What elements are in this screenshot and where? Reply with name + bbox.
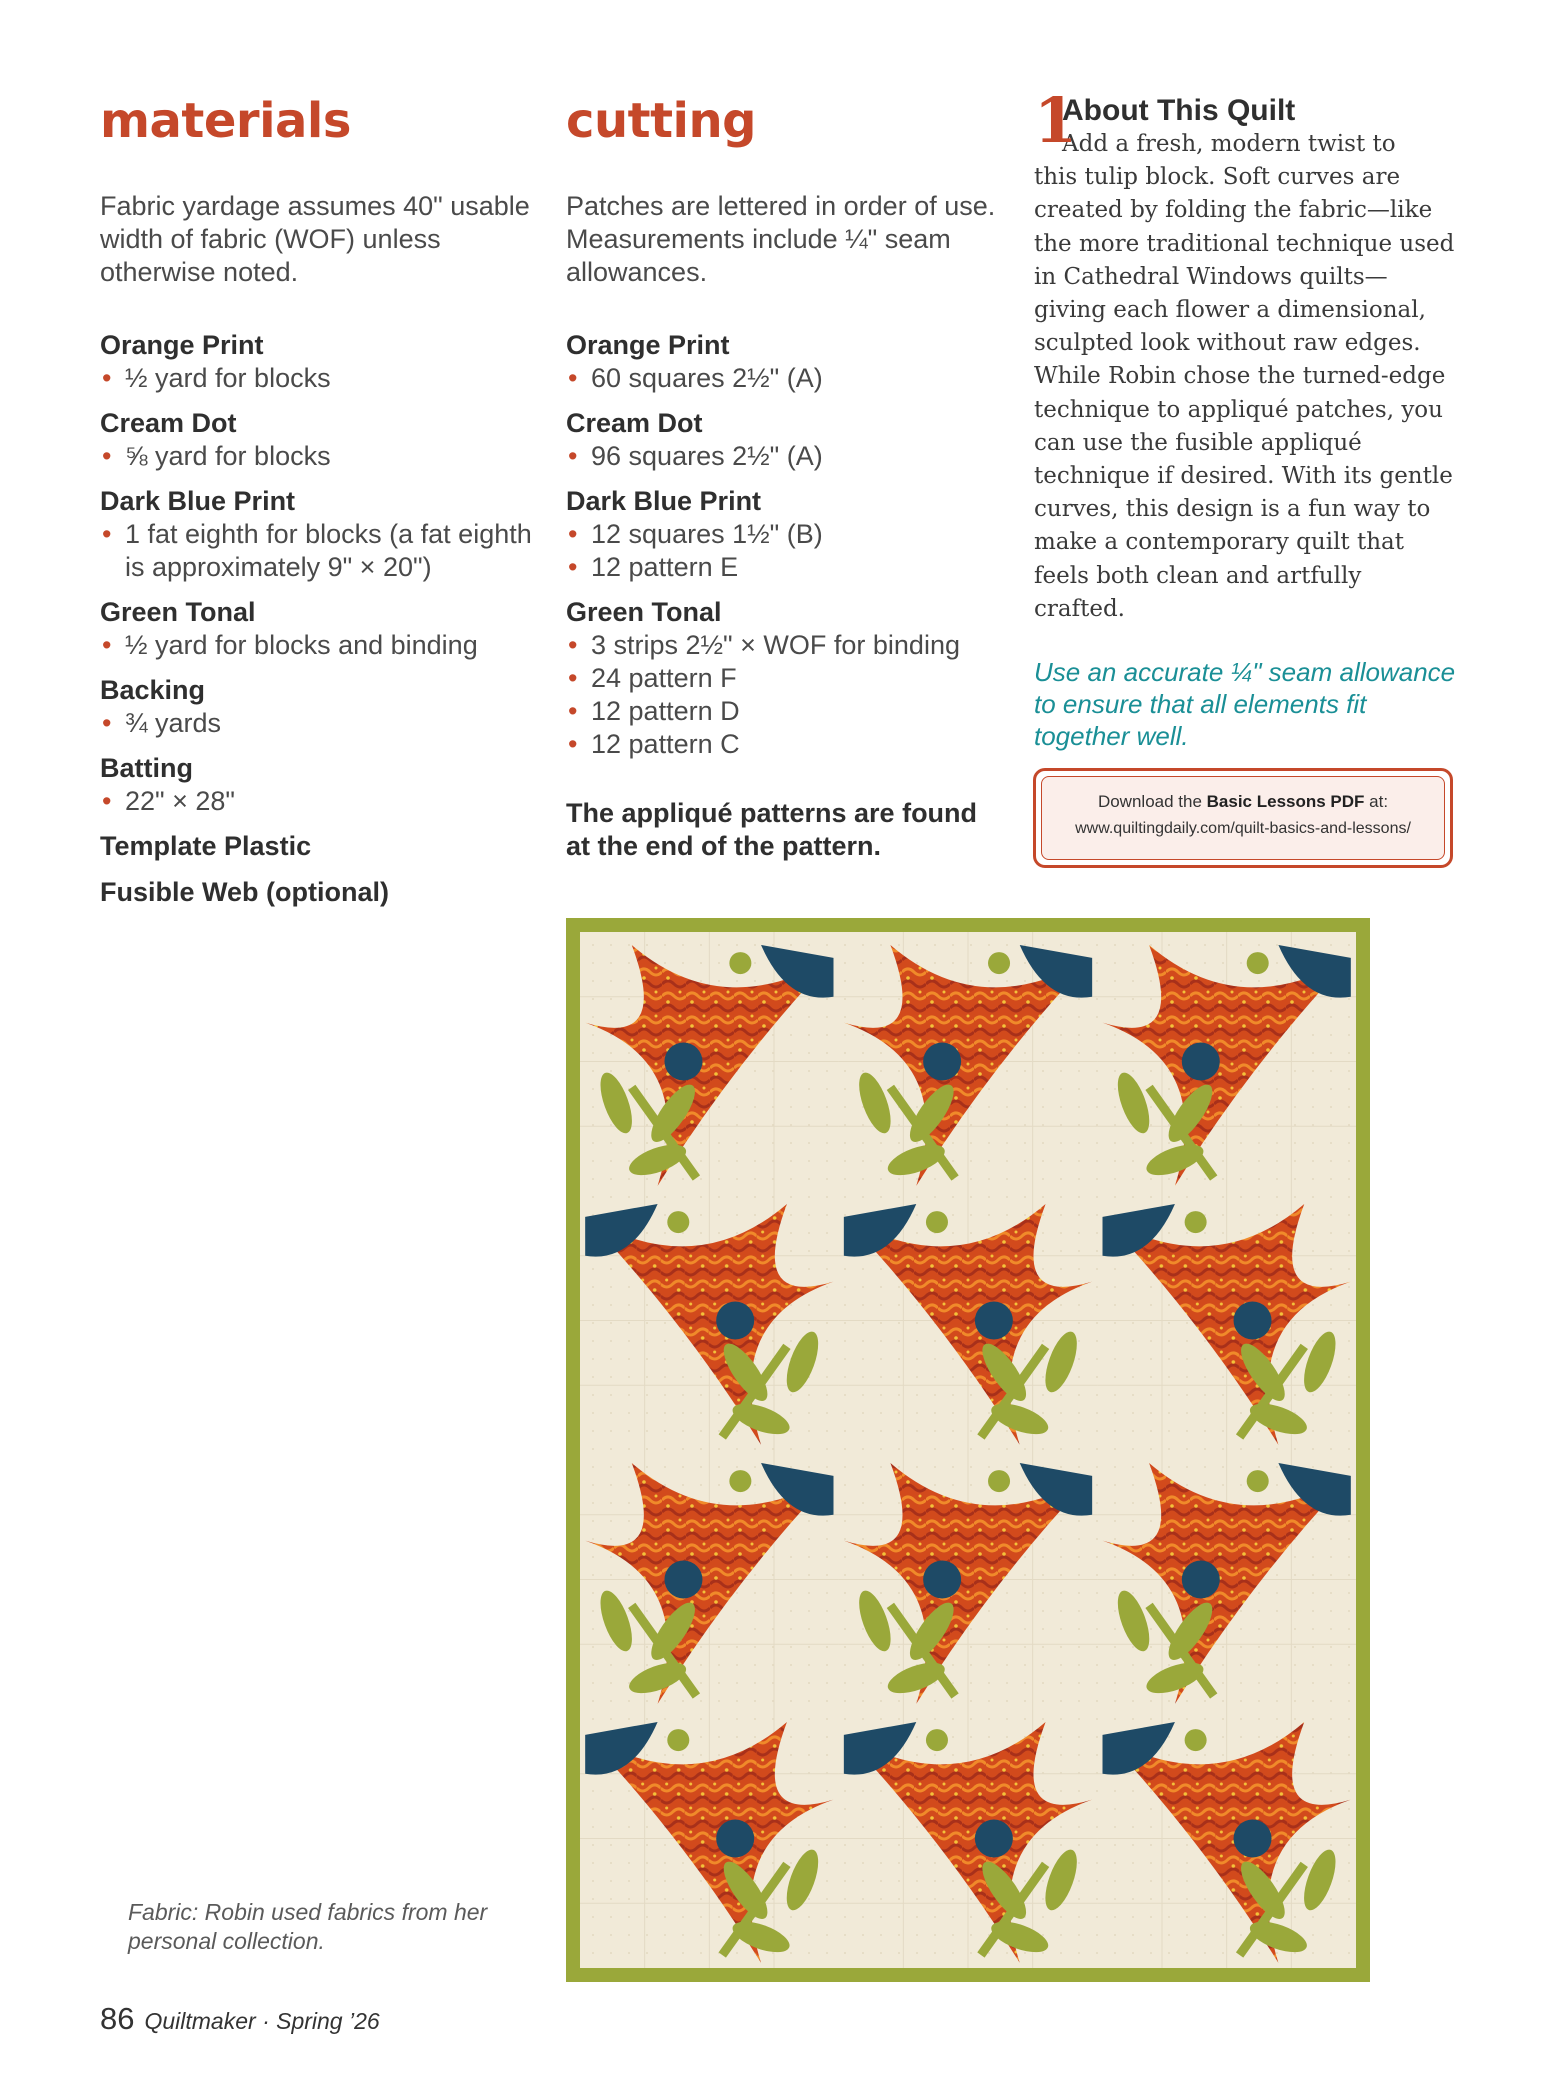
green-dot: [926, 1729, 948, 1751]
green-dot: [729, 952, 751, 974]
materials-group: [100, 485, 540, 584]
cutting-item: • 12 pattern E: [566, 551, 1006, 584]
basic-lessons-url[interactable]: www.quiltingdaily.com/quilt-basics-and-lessons/: [1075, 820, 1411, 837]
basic-lessons-inner: [1041, 776, 1445, 860]
cutting-item: • 12 pattern C: [566, 728, 1006, 761]
cutting-group: [566, 329, 1006, 395]
flower-center: [716, 1820, 754, 1858]
green-dot: [1247, 1470, 1269, 1492]
green-dot: [729, 1470, 751, 1492]
materials-group: [100, 752, 540, 818]
about-column: [1034, 84, 1458, 752]
flower-center: [923, 1561, 961, 1599]
materials-group-name: Cream Dot: [100, 408, 237, 438]
green-dot: [988, 1470, 1010, 1492]
cutting-group-name: Cream Dot: [566, 408, 703, 438]
materials-title: materials: [100, 93, 351, 149]
page-footer: [100, 2001, 380, 2037]
magazine-issue: Quiltmaker · Spring ’26: [144, 2008, 380, 2034]
materials-group-name: Batting: [100, 753, 193, 783]
cutting-group: [566, 485, 1006, 584]
cutting-column: [566, 90, 1006, 863]
about-text: this tulip block. Soft curves are created by folding the fabric—like the more traditional technique used in Cathedral Windows quilts—giving each flower a dimensional, sculpted look without raw edges. While Robin chose the turned-edge technique to appliqué patches, you can use the fusible appliqué technique if desired. With its gentle curves, this design is a fun way to make a contemporary quilt that feels both clean and artfully crafted.: [1034, 164, 1455, 622]
materials-group: [100, 674, 540, 740]
cutting-item: • 60 squares 2½" (A): [566, 362, 1006, 395]
cutting-item: • 96 squares 2½" (A): [566, 440, 1006, 473]
lessons-prefix: Download the: [1097, 792, 1207, 811]
flower-center: [975, 1820, 1013, 1858]
cutting-group-name: Orange Print: [566, 330, 730, 360]
flower-center: [664, 1043, 702, 1081]
green-dot: [988, 952, 1010, 974]
basic-lessons-callout: [1033, 768, 1453, 868]
flower-center: [1182, 1561, 1220, 1599]
materials-item: • ⅝ yard for blocks: [100, 440, 540, 473]
materials-group-name: Orange Print: [100, 330, 264, 360]
materials-template-plastic: Template Plastic: [100, 831, 312, 861]
flower-center: [716, 1302, 754, 1340]
materials-group-name: Dark Blue Print: [100, 486, 296, 516]
flower-center: [1182, 1043, 1220, 1081]
materials-group: [100, 407, 540, 473]
seam-tip: Use an accurate ¼" seam allowance to ensure that all elements fit together well.: [1034, 657, 1456, 752]
materials-item: • ¾ yards: [100, 707, 540, 740]
applique-patterns-note: The appliqué patterns are found at the end of the pattern.: [566, 798, 978, 861]
materials-intro: Fabric yardage assumes 40" usable width of fabric (WOF) unless otherwise noted.: [100, 191, 530, 287]
green-dot: [1247, 952, 1269, 974]
flower-center: [923, 1043, 961, 1081]
about-first-line: Add a fresh, modern twist to: [1062, 131, 1396, 157]
quilt-photo: [566, 918, 1370, 1982]
lessons-suffix: at:: [1364, 792, 1389, 811]
page-number: 86: [100, 2001, 135, 2036]
cutting-title: cutting: [566, 93, 756, 149]
cutting-group: [566, 407, 1006, 473]
cutting-group: [566, 596, 1006, 761]
basic-lessons-label: [1042, 792, 1444, 812]
cutting-group-name: Green Tonal: [566, 597, 722, 627]
materials-group: [100, 596, 540, 662]
materials-group: [100, 329, 540, 395]
materials-item: • ½ yard for blocks: [100, 362, 540, 395]
fabric-caption: Fabric: Robin used fabrics from her personal collection.: [128, 1899, 488, 1954]
cutting-group-name: Dark Blue Print: [566, 486, 762, 516]
flower-center: [1234, 1820, 1272, 1858]
materials-group-name: Backing: [100, 675, 206, 705]
green-dot: [667, 1729, 689, 1751]
flower-center: [975, 1302, 1013, 1340]
flower-center: [664, 1561, 702, 1599]
cutting-item: • 12 pattern D: [566, 695, 1006, 728]
materials-fusible-web: Fusible Web (optional): [100, 877, 389, 907]
green-dot: [926, 1211, 948, 1233]
materials-column: [100, 90, 540, 922]
cutting-item: • 12 squares 1½" (B): [566, 518, 1006, 551]
step-number: 1: [1034, 84, 1078, 157]
flower-center: [1234, 1302, 1272, 1340]
about-title: About This Quilt: [1062, 94, 1296, 127]
cutting-item: • 24 pattern F: [566, 662, 1006, 695]
green-dot: [1185, 1211, 1207, 1233]
materials-group-name: Green Tonal: [100, 597, 256, 627]
cutting-item: • 3 strips 2½" × WOF for binding: [566, 629, 1006, 662]
materials-item: • 22" × 28": [100, 785, 540, 818]
materials-item: • 1 fat eighth for blocks (a fat eighth is approximately 9" × 20"): [100, 518, 540, 584]
green-dot: [667, 1211, 689, 1233]
about-body: [1034, 128, 1458, 626]
lessons-bold: Basic Lessons PDF: [1206, 792, 1365, 811]
materials-item: • ½ yard for blocks and binding: [100, 629, 540, 662]
green-dot: [1185, 1729, 1207, 1751]
cutting-intro: Patches are lettered in order of use. Measurements include ¼" seam allowances.: [566, 191, 996, 287]
